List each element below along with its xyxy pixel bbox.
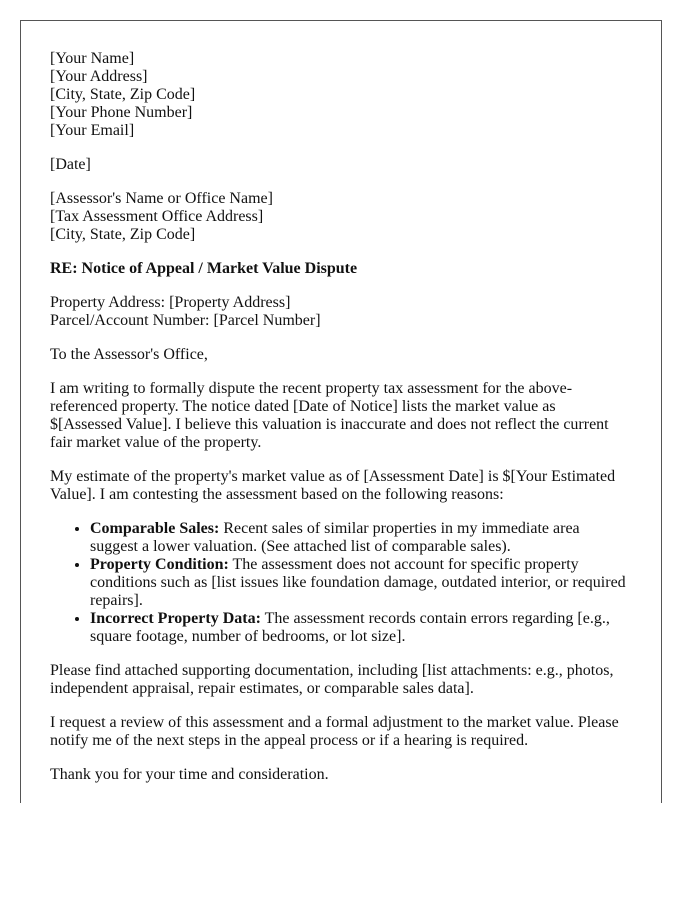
list-item bbox=[90, 610, 631, 646]
reason-text: The assessment records contain errors regarding [e.g., square footage, number of bedrooms, or lot size]. bbox=[90, 610, 610, 645]
recipient-name: [Assessor's Name or Office Name] bbox=[50, 190, 273, 207]
parcel-number: Parcel/Account Number: [Parcel Number] bbox=[50, 312, 321, 329]
letter-page bbox=[20, 20, 662, 803]
property-address: Property Address: [Property Address] bbox=[50, 294, 291, 311]
sender-name: [Your Name] bbox=[50, 50, 135, 67]
sender-block bbox=[50, 50, 631, 140]
body-paragraph-2: My estimate of the property's market value as of [Assessment Date] is $[Your Estimated Value]. I am contesting the assessment based on the following reasons: bbox=[50, 468, 616, 503]
closing: Thank you for your time and consideration. bbox=[50, 766, 329, 783]
reason-text: The assessment does not account for specific property conditions such as [list issues like foundation damage, outdated interior, or required repairs]. bbox=[90, 556, 626, 609]
recipient-address: [Tax Assessment Office Address] bbox=[50, 208, 264, 225]
subject-line: RE: Notice of Appeal / Market Value Dispute bbox=[50, 260, 358, 277]
list-item bbox=[90, 556, 631, 610]
list-item bbox=[90, 520, 631, 556]
body-paragraph-4: I request a review of this assessment and a formal adjustment to the market value. Please notify me of the next steps in the appeal process or if a hearing is required. bbox=[50, 714, 619, 749]
reason-title: Comparable Sales: bbox=[90, 520, 220, 537]
letter-date: [Date] bbox=[50, 156, 91, 173]
sender-address: [Your Address] bbox=[50, 68, 148, 85]
body-paragraph-3: Please find attached supporting documentation, including [list attachments: e.g., photos, independent appraisal, repair estimates, or comparable sales data]. bbox=[50, 662, 614, 697]
sender-city: [City, State, Zip Code] bbox=[50, 86, 196, 103]
reason-title: Property Condition: bbox=[90, 556, 229, 573]
reason-title: Incorrect Property Data: bbox=[90, 610, 261, 627]
recipient-city: [City, State, Zip Code] bbox=[50, 226, 196, 243]
sender-phone: [Your Phone Number] bbox=[50, 104, 193, 121]
body-paragraph-1: I am writing to formally dispute the recent property tax assessment for the above-referenced property. The notice dated [Date of Notice] lists the market value as $[Assessed Value]. I believe this valuation is inaccurate and does not reflect the current fair market value of the property. bbox=[50, 380, 609, 451]
sender-email: [Your Email] bbox=[50, 122, 135, 139]
property-block bbox=[50, 294, 631, 330]
recipient-block bbox=[50, 190, 631, 244]
reasons-list bbox=[50, 520, 631, 646]
reason-text: Recent sales of similar properties in my immediate area suggest a lower valuation. (See attached list of comparable sales). bbox=[90, 520, 580, 555]
salutation: To the Assessor's Office, bbox=[50, 346, 208, 363]
